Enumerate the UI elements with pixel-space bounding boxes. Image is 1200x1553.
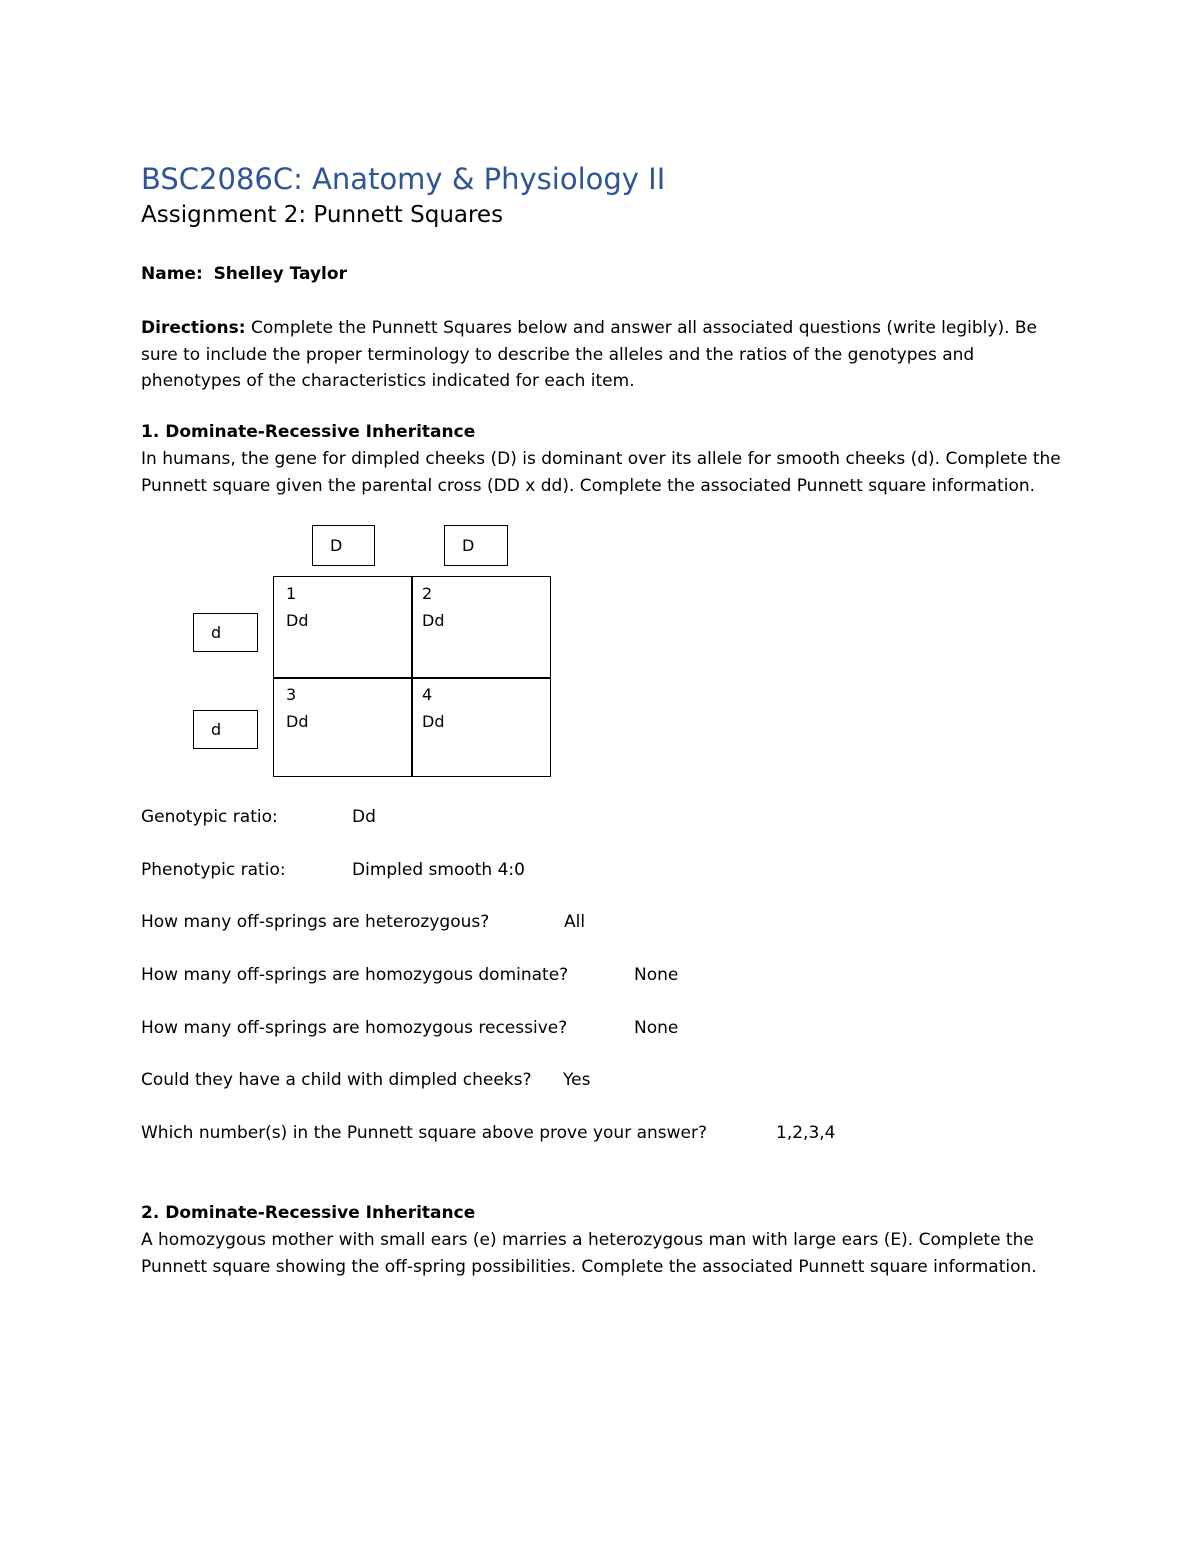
cell-number: 1 [286,584,297,603]
punnett-cell [286,681,308,735]
directions-label: Directions: [141,318,246,338]
top-allele-label: D [330,536,343,555]
section2-prompt: A homozygous mother with small ears (e) marries a heterozygous man with large ears (E). Complete the Punnett square showing the off-spring possibilities. Complete the associated Punnett square information. [141,1230,1037,1277]
cell-number: 2 [422,584,433,603]
side-allele-label: d [211,720,222,739]
cell-genotype: Dd [422,611,445,630]
question-label: How many off-springs are heterozygous? [141,912,490,932]
question-label: Genotypic ratio: [141,807,278,827]
answer-value: None [634,965,679,985]
question-label: Could they have a child with dimpled cheeks? [141,1070,532,1090]
answer-value: Dd [352,807,376,827]
answer-value: Yes [563,1070,591,1090]
course-title: BSC2086C: Anatomy & Physiology II [141,162,666,196]
cell-genotype: Dd [422,712,445,731]
question-label: How many off-springs are homozygous recessive? [141,1018,568,1038]
name-value: Shelley Taylor [213,264,347,284]
section2-heading: 2. Dominate-Recessive Inheritance [141,1203,476,1223]
question-label: How many off-springs are homozygous dominate? [141,965,569,985]
question-label: Which number(s) in the Punnett square above prove your answer? [141,1123,708,1143]
answer-value: Dimpled smooth 4:0 [352,860,525,880]
cell-genotype: Dd [286,611,309,630]
top-allele-box [444,525,508,566]
answer-value: All [564,912,586,932]
punnett-cell [422,580,444,634]
section1-prompt: In humans, the gene for dimpled cheeks (D) is dominant over its allele for smooth cheeks (d). Complete the Punnett square given the parental cross (DD x dd). Complete the associated Punnett square information. [141,449,1061,496]
directions-text: Complete the Punnett Squares below and answer all associated questions (write legibly). Be sure to include the proper terminology to describe the alleles and the ratios of the genotypes and phenotypes of the characteristics indicated for each item. [141,318,1038,391]
answer-value: None [634,1018,679,1038]
section1-heading: 1. Dominate-Recessive Inheritance [141,422,476,442]
grid-divider [274,677,550,679]
answer-value: 1,2,3,4 [776,1123,836,1143]
question-label: Phenotypic ratio: [141,860,286,880]
cell-number: 4 [422,685,433,704]
top-allele-label: D [462,536,475,555]
cell-number: 3 [286,685,297,704]
punnett-cell [422,681,444,735]
side-allele-label: d [211,623,222,642]
top-allele-box [312,525,375,566]
directions-paragraph [141,315,1071,395]
cell-genotype: Dd [286,712,309,731]
side-allele-box [193,613,258,652]
name-label: Name: [141,264,203,284]
side-allele-box [193,710,258,749]
assignment-title: Assignment 2: Punnett Squares [141,202,504,228]
punnett-square [273,576,551,777]
punnett-cell [286,580,308,634]
name-line [141,261,347,288]
